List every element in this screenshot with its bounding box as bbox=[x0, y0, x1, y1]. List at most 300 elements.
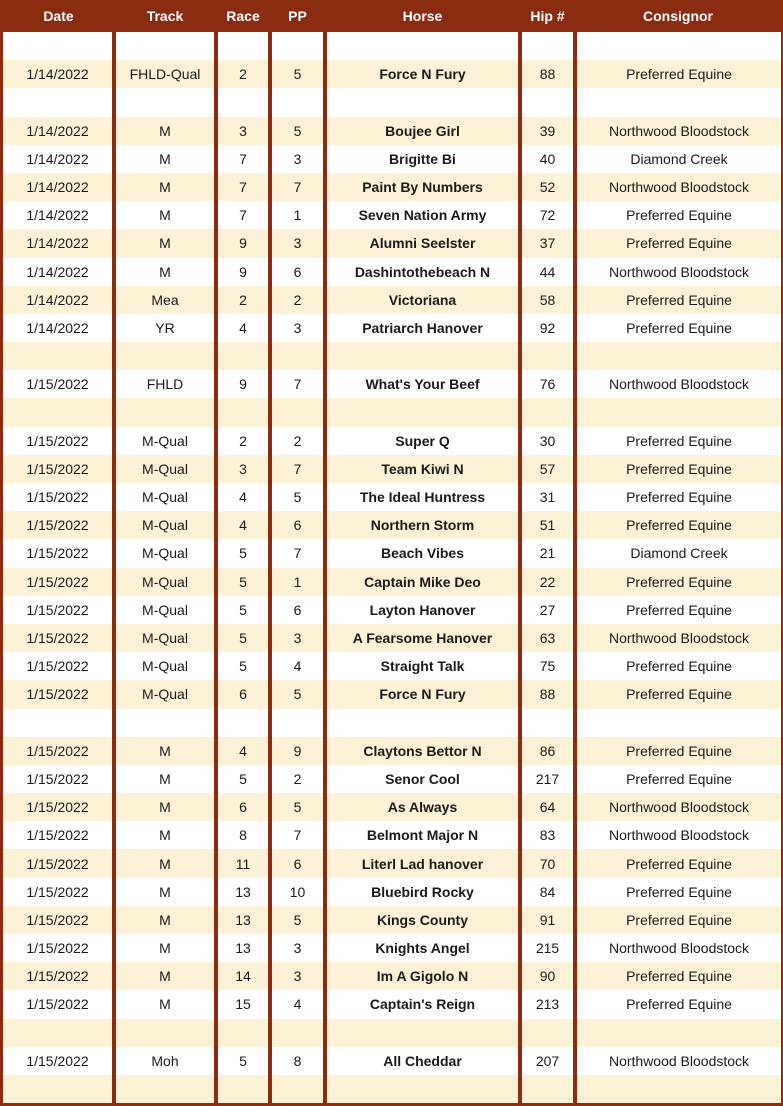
table-row[interactable] bbox=[3, 229, 781, 257]
cell-horse: Layton Hanover bbox=[325, 596, 520, 624]
cell-track: M-Qual bbox=[114, 427, 216, 455]
cell-date bbox=[3, 88, 114, 116]
cell-consignor bbox=[575, 1075, 781, 1103]
cell-pp: 3 bbox=[270, 934, 325, 962]
cell-track: M bbox=[114, 765, 216, 793]
table-row[interactable] bbox=[3, 201, 781, 229]
cell-hip: 27 bbox=[520, 596, 575, 624]
cell-consignor: Preferred Equine bbox=[575, 680, 781, 708]
cell-date: 1/15/2022 bbox=[3, 821, 114, 849]
cell-horse: Straight Talk bbox=[325, 652, 520, 680]
cell-race bbox=[216, 32, 270, 60]
cell-consignor bbox=[575, 398, 781, 426]
table-row[interactable] bbox=[3, 398, 781, 426]
cell-pp: 7 bbox=[270, 455, 325, 483]
cell-hip: 75 bbox=[520, 652, 575, 680]
cell-race: 5 bbox=[216, 1047, 270, 1075]
cell-consignor: Northwood Bloodstock bbox=[575, 173, 781, 201]
table-row[interactable] bbox=[3, 709, 781, 737]
cell-date: 1/14/2022 bbox=[3, 286, 114, 314]
cell-date bbox=[3, 398, 114, 426]
cell-pp: 3 bbox=[270, 624, 325, 652]
cell-pp: 1 bbox=[270, 201, 325, 229]
cell-horse: Beach Vibes bbox=[325, 539, 520, 567]
cell-track: M-Qual bbox=[114, 539, 216, 567]
cell-track bbox=[114, 398, 216, 426]
cell-date: 1/15/2022 bbox=[3, 511, 114, 539]
cell-race: 4 bbox=[216, 737, 270, 765]
cell-hip: 39 bbox=[520, 117, 575, 145]
cell-consignor: Preferred Equine bbox=[575, 737, 781, 765]
cell-horse: Boujee Girl bbox=[325, 117, 520, 145]
cell-horse: Force N Fury bbox=[325, 60, 520, 88]
table-row[interactable] bbox=[3, 878, 781, 906]
cell-pp: 7 bbox=[270, 821, 325, 849]
cell-race bbox=[216, 398, 270, 426]
cell-track: M bbox=[114, 934, 216, 962]
cell-horse: Force N Fury bbox=[325, 680, 520, 708]
cell-track: M-Qual bbox=[114, 652, 216, 680]
cell-pp: 2 bbox=[270, 286, 325, 314]
cell-hip bbox=[520, 1075, 575, 1103]
cell-date bbox=[3, 709, 114, 737]
cell-hip: 83 bbox=[520, 821, 575, 849]
cell-horse bbox=[325, 88, 520, 116]
cell-consignor: Northwood Bloodstock bbox=[575, 370, 781, 398]
cell-pp: 3 bbox=[270, 229, 325, 257]
cell-date bbox=[3, 1075, 114, 1103]
cell-race: 2 bbox=[216, 427, 270, 455]
cell-date: 1/14/2022 bbox=[3, 60, 114, 88]
cell-horse bbox=[325, 709, 520, 737]
cell-hip: 84 bbox=[520, 878, 575, 906]
cell-consignor bbox=[575, 342, 781, 370]
cell-hip: 70 bbox=[520, 849, 575, 877]
cell-consignor: Preferred Equine bbox=[575, 60, 781, 88]
cell-pp bbox=[270, 342, 325, 370]
cell-consignor bbox=[575, 1019, 781, 1047]
cell-horse: Super Q bbox=[325, 427, 520, 455]
cell-date: 1/15/2022 bbox=[3, 906, 114, 934]
cell-pp: 8 bbox=[270, 1047, 325, 1075]
cell-consignor bbox=[575, 709, 781, 737]
table-row[interactable] bbox=[3, 1047, 781, 1075]
cell-hip: 52 bbox=[520, 173, 575, 201]
cell-hip: 88 bbox=[520, 60, 575, 88]
column-header-horse[interactable]: Horse bbox=[325, 0, 520, 32]
table-row[interactable] bbox=[3, 483, 781, 511]
cell-pp: 7 bbox=[270, 539, 325, 567]
cell-consignor: Northwood Bloodstock bbox=[575, 934, 781, 962]
cell-horse: Alumni Seelster bbox=[325, 229, 520, 257]
cell-pp bbox=[270, 709, 325, 737]
cell-race: 5 bbox=[216, 624, 270, 652]
cell-track: M bbox=[114, 117, 216, 145]
cell-consignor: Northwood Bloodstock bbox=[575, 1047, 781, 1075]
cell-track: M-Qual bbox=[114, 624, 216, 652]
cell-horse: As Always bbox=[325, 793, 520, 821]
cell-hip: 72 bbox=[520, 201, 575, 229]
cell-race: 13 bbox=[216, 906, 270, 934]
cell-track: M-Qual bbox=[114, 680, 216, 708]
cell-consignor: Preferred Equine bbox=[575, 229, 781, 257]
cell-pp: 6 bbox=[270, 849, 325, 877]
cell-race bbox=[216, 342, 270, 370]
cell-track: FHLD-Qual bbox=[114, 60, 216, 88]
cell-date: 1/15/2022 bbox=[3, 568, 114, 596]
cell-race bbox=[216, 709, 270, 737]
cell-pp: 9 bbox=[270, 737, 325, 765]
cell-race: 9 bbox=[216, 370, 270, 398]
cell-race: 6 bbox=[216, 680, 270, 708]
cell-pp: 1 bbox=[270, 568, 325, 596]
cell-horse: Team Kiwi N bbox=[325, 455, 520, 483]
cell-horse: Senor Cool bbox=[325, 765, 520, 793]
cell-track: YR bbox=[114, 314, 216, 342]
cell-consignor: Northwood Bloodstock bbox=[575, 821, 781, 849]
cell-horse: Captain's Reign bbox=[325, 990, 520, 1018]
cell-race: 11 bbox=[216, 849, 270, 877]
table-row[interactable] bbox=[3, 455, 781, 483]
cell-pp: 6 bbox=[270, 258, 325, 286]
table-row[interactable] bbox=[3, 117, 781, 145]
cell-consignor: Northwood Bloodstock bbox=[575, 793, 781, 821]
table-row[interactable] bbox=[3, 596, 781, 624]
cell-date bbox=[3, 32, 114, 60]
cell-horse bbox=[325, 1019, 520, 1047]
cell-pp bbox=[270, 32, 325, 60]
cell-pp: 2 bbox=[270, 427, 325, 455]
cell-date: 1/14/2022 bbox=[3, 258, 114, 286]
cell-hip: 37 bbox=[520, 229, 575, 257]
table-row[interactable] bbox=[3, 568, 781, 596]
cell-track: M bbox=[114, 793, 216, 821]
cell-consignor: Northwood Bloodstock bbox=[575, 258, 781, 286]
cell-horse: What's Your Beef bbox=[325, 370, 520, 398]
table-row[interactable] bbox=[3, 821, 781, 849]
cell-date: 1/14/2022 bbox=[3, 117, 114, 145]
cell-track: M bbox=[114, 906, 216, 934]
cell-track: M bbox=[114, 229, 216, 257]
cell-date: 1/15/2022 bbox=[3, 427, 114, 455]
cell-consignor: Preferred Equine bbox=[575, 568, 781, 596]
cell-consignor: Preferred Equine bbox=[575, 427, 781, 455]
cell-pp bbox=[270, 398, 325, 426]
cell-date: 1/15/2022 bbox=[3, 737, 114, 765]
table-row[interactable] bbox=[3, 765, 781, 793]
column-header-track[interactable]: Track bbox=[114, 0, 216, 32]
cell-pp: 7 bbox=[270, 173, 325, 201]
cell-horse bbox=[325, 398, 520, 426]
table-row[interactable] bbox=[3, 427, 781, 455]
cell-hip: 86 bbox=[520, 737, 575, 765]
cell-consignor bbox=[575, 32, 781, 60]
cell-race: 5 bbox=[216, 539, 270, 567]
cell-track bbox=[114, 88, 216, 116]
cell-track: M bbox=[114, 878, 216, 906]
cell-track: M bbox=[114, 173, 216, 201]
cell-consignor: Preferred Equine bbox=[575, 878, 781, 906]
cell-date: 1/15/2022 bbox=[3, 624, 114, 652]
table-row[interactable] bbox=[3, 370, 781, 398]
cell-race bbox=[216, 88, 270, 116]
cell-horse: Brigitte Bi bbox=[325, 145, 520, 173]
cell-consignor: Northwood Bloodstock bbox=[575, 117, 781, 145]
cell-track: Moh bbox=[114, 1047, 216, 1075]
table-row[interactable] bbox=[3, 511, 781, 539]
cell-track bbox=[114, 709, 216, 737]
cell-hip: 76 bbox=[520, 370, 575, 398]
table-row[interactable] bbox=[3, 962, 781, 990]
cell-consignor: Preferred Equine bbox=[575, 286, 781, 314]
cell-track: M bbox=[114, 849, 216, 877]
cell-consignor bbox=[575, 88, 781, 116]
cell-pp bbox=[270, 1075, 325, 1103]
cell-track: M-Qual bbox=[114, 511, 216, 539]
cell-hip: 63 bbox=[520, 624, 575, 652]
cell-race: 5 bbox=[216, 765, 270, 793]
table-row[interactable] bbox=[3, 1075, 781, 1103]
table-row[interactable] bbox=[3, 258, 781, 286]
table-row[interactable] bbox=[3, 934, 781, 962]
cell-hip bbox=[520, 342, 575, 370]
cell-track: M bbox=[114, 145, 216, 173]
cell-hip: 215 bbox=[520, 934, 575, 962]
cell-hip: 40 bbox=[520, 145, 575, 173]
table-row[interactable] bbox=[3, 652, 781, 680]
cell-date: 1/14/2022 bbox=[3, 229, 114, 257]
cell-consignor: Preferred Equine bbox=[575, 511, 781, 539]
cell-date: 1/15/2022 bbox=[3, 596, 114, 624]
table-row[interactable] bbox=[3, 314, 781, 342]
cell-consignor: Preferred Equine bbox=[575, 990, 781, 1018]
table-row[interactable] bbox=[3, 680, 781, 708]
table-row[interactable] bbox=[3, 342, 781, 370]
cell-pp: 5 bbox=[270, 117, 325, 145]
cell-date: 1/15/2022 bbox=[3, 370, 114, 398]
cell-pp: 6 bbox=[270, 511, 325, 539]
cell-track: M-Qual bbox=[114, 596, 216, 624]
table-row[interactable] bbox=[3, 60, 781, 88]
cell-race: 13 bbox=[216, 878, 270, 906]
cell-hip bbox=[520, 398, 575, 426]
column-header-date[interactable]: Date bbox=[3, 0, 114, 32]
cell-race: 4 bbox=[216, 483, 270, 511]
table-row[interactable] bbox=[3, 539, 781, 567]
cell-horse: The Ideal Huntress bbox=[325, 483, 520, 511]
cell-hip: 92 bbox=[520, 314, 575, 342]
table-row[interactable] bbox=[3, 990, 781, 1018]
cell-date: 1/15/2022 bbox=[3, 539, 114, 567]
cell-date: 1/15/2022 bbox=[3, 680, 114, 708]
cell-pp: 7 bbox=[270, 370, 325, 398]
cell-date: 1/15/2022 bbox=[3, 1047, 114, 1075]
cell-horse: Dashintothebeach N bbox=[325, 258, 520, 286]
cell-race: 7 bbox=[216, 173, 270, 201]
cell-horse: Northern Storm bbox=[325, 511, 520, 539]
cell-track: M bbox=[114, 990, 216, 1018]
cell-track bbox=[114, 1019, 216, 1047]
cell-date bbox=[3, 1019, 114, 1047]
cell-pp: 5 bbox=[270, 483, 325, 511]
cell-consignor: Preferred Equine bbox=[575, 314, 781, 342]
cell-track: M bbox=[114, 258, 216, 286]
cell-pp: 5 bbox=[270, 906, 325, 934]
cell-date: 1/15/2022 bbox=[3, 765, 114, 793]
cell-consignor: Preferred Equine bbox=[575, 765, 781, 793]
cell-date: 1/15/2022 bbox=[3, 962, 114, 990]
column-header-pp[interactable]: PP bbox=[270, 0, 325, 32]
table-row[interactable] bbox=[3, 88, 781, 116]
table-row[interactable] bbox=[3, 145, 781, 173]
cell-track: M bbox=[114, 201, 216, 229]
cell-date: 1/15/2022 bbox=[3, 934, 114, 962]
table-row[interactable] bbox=[3, 32, 781, 60]
cell-hip: 31 bbox=[520, 483, 575, 511]
cell-race bbox=[216, 1019, 270, 1047]
cell-horse: Bluebird Rocky bbox=[325, 878, 520, 906]
cell-pp: 10 bbox=[270, 878, 325, 906]
cell-track: FHLD bbox=[114, 370, 216, 398]
cell-pp: 5 bbox=[270, 793, 325, 821]
cell-hip bbox=[520, 88, 575, 116]
cell-pp bbox=[270, 88, 325, 116]
table-row[interactable] bbox=[3, 624, 781, 652]
cell-hip bbox=[520, 709, 575, 737]
cell-track: M-Qual bbox=[114, 568, 216, 596]
cell-hip bbox=[520, 32, 575, 60]
cell-race: 9 bbox=[216, 258, 270, 286]
column-header-race[interactable]: Race bbox=[216, 0, 270, 32]
cell-track bbox=[114, 1075, 216, 1103]
cell-hip: 213 bbox=[520, 990, 575, 1018]
cell-race: 6 bbox=[216, 793, 270, 821]
cell-horse bbox=[325, 1075, 520, 1103]
cell-date: 1/15/2022 bbox=[3, 652, 114, 680]
cell-horse: Claytons Bettor N bbox=[325, 737, 520, 765]
cell-hip: 21 bbox=[520, 539, 575, 567]
cell-track: M bbox=[114, 962, 216, 990]
cell-hip: 57 bbox=[520, 455, 575, 483]
table-row[interactable] bbox=[3, 1019, 781, 1047]
cell-horse: Victoriana bbox=[325, 286, 520, 314]
cell-race: 8 bbox=[216, 821, 270, 849]
cell-race: 5 bbox=[216, 568, 270, 596]
cell-hip: 51 bbox=[520, 511, 575, 539]
cell-pp: 2 bbox=[270, 765, 325, 793]
cell-hip: 30 bbox=[520, 427, 575, 455]
cell-date: 1/15/2022 bbox=[3, 455, 114, 483]
cell-race: 14 bbox=[216, 962, 270, 990]
table-row[interactable] bbox=[3, 737, 781, 765]
cell-date: 1/14/2022 bbox=[3, 314, 114, 342]
cell-track bbox=[114, 32, 216, 60]
cell-hip: 22 bbox=[520, 568, 575, 596]
cell-hip: 217 bbox=[520, 765, 575, 793]
cell-date bbox=[3, 342, 114, 370]
table-row[interactable] bbox=[3, 173, 781, 201]
cell-consignor: Preferred Equine bbox=[575, 483, 781, 511]
cell-race: 7 bbox=[216, 145, 270, 173]
table-row[interactable] bbox=[3, 286, 781, 314]
cell-horse bbox=[325, 342, 520, 370]
cell-date: 1/15/2022 bbox=[3, 793, 114, 821]
table-row[interactable] bbox=[3, 906, 781, 934]
cell-consignor: Preferred Equine bbox=[575, 652, 781, 680]
cell-horse: Belmont Major N bbox=[325, 821, 520, 849]
cell-track: M-Qual bbox=[114, 483, 216, 511]
cell-race: 3 bbox=[216, 455, 270, 483]
cell-consignor: Preferred Equine bbox=[575, 596, 781, 624]
cell-track: M bbox=[114, 821, 216, 849]
cell-track: Mea bbox=[114, 286, 216, 314]
cell-race: 7 bbox=[216, 201, 270, 229]
cell-hip: 64 bbox=[520, 793, 575, 821]
cell-track: M bbox=[114, 737, 216, 765]
cell-consignor: Preferred Equine bbox=[575, 962, 781, 990]
cell-date: 1/15/2022 bbox=[3, 849, 114, 877]
cell-horse: Kings County bbox=[325, 906, 520, 934]
entries-table bbox=[3, 0, 781, 1103]
cell-date: 1/15/2022 bbox=[3, 990, 114, 1018]
cell-horse: Patriarch Hanover bbox=[325, 314, 520, 342]
cell-race: 4 bbox=[216, 511, 270, 539]
cell-horse: Seven Nation Army bbox=[325, 201, 520, 229]
cell-horse: A Fearsome Hanover bbox=[325, 624, 520, 652]
cell-race: 5 bbox=[216, 596, 270, 624]
cell-race: 2 bbox=[216, 286, 270, 314]
cell-consignor: Northwood Bloodstock bbox=[575, 624, 781, 652]
cell-pp bbox=[270, 1019, 325, 1047]
cell-race: 4 bbox=[216, 314, 270, 342]
cell-hip: 90 bbox=[520, 962, 575, 990]
cell-horse: Knights Angel bbox=[325, 934, 520, 962]
cell-pp: 3 bbox=[270, 962, 325, 990]
cell-consignor: Preferred Equine bbox=[575, 455, 781, 483]
column-header-hip[interactable]: Hip # bbox=[520, 0, 575, 32]
cell-race: 5 bbox=[216, 652, 270, 680]
cell-pp: 5 bbox=[270, 60, 325, 88]
cell-pp: 3 bbox=[270, 314, 325, 342]
cell-hip: 91 bbox=[520, 906, 575, 934]
cell-pp: 4 bbox=[270, 990, 325, 1018]
cell-consignor: Diamond Creek bbox=[575, 145, 781, 173]
table-row[interactable] bbox=[3, 793, 781, 821]
cell-hip: 58 bbox=[520, 286, 575, 314]
cell-hip: 44 bbox=[520, 258, 575, 286]
cell-horse: Captain Mike Deo bbox=[325, 568, 520, 596]
cell-pp: 4 bbox=[270, 652, 325, 680]
cell-track: M-Qual bbox=[114, 455, 216, 483]
cell-horse bbox=[325, 32, 520, 60]
cell-consignor: Preferred Equine bbox=[575, 201, 781, 229]
cell-consignor: Preferred Equine bbox=[575, 849, 781, 877]
table-body bbox=[3, 32, 781, 1103]
cell-horse: Literl Lad hanover bbox=[325, 849, 520, 877]
column-header-consignor[interactable]: Consignor bbox=[575, 0, 781, 32]
cell-pp: 5 bbox=[270, 680, 325, 708]
cell-horse: All Cheddar bbox=[325, 1047, 520, 1075]
cell-date: 1/14/2022 bbox=[3, 173, 114, 201]
table-row[interactable] bbox=[3, 849, 781, 877]
cell-pp: 3 bbox=[270, 145, 325, 173]
cell-date: 1/15/2022 bbox=[3, 878, 114, 906]
cell-hip: 88 bbox=[520, 680, 575, 708]
cell-consignor: Diamond Creek bbox=[575, 539, 781, 567]
cell-hip: 207 bbox=[520, 1047, 575, 1075]
cell-race: 9 bbox=[216, 229, 270, 257]
cell-date: 1/15/2022 bbox=[3, 483, 114, 511]
